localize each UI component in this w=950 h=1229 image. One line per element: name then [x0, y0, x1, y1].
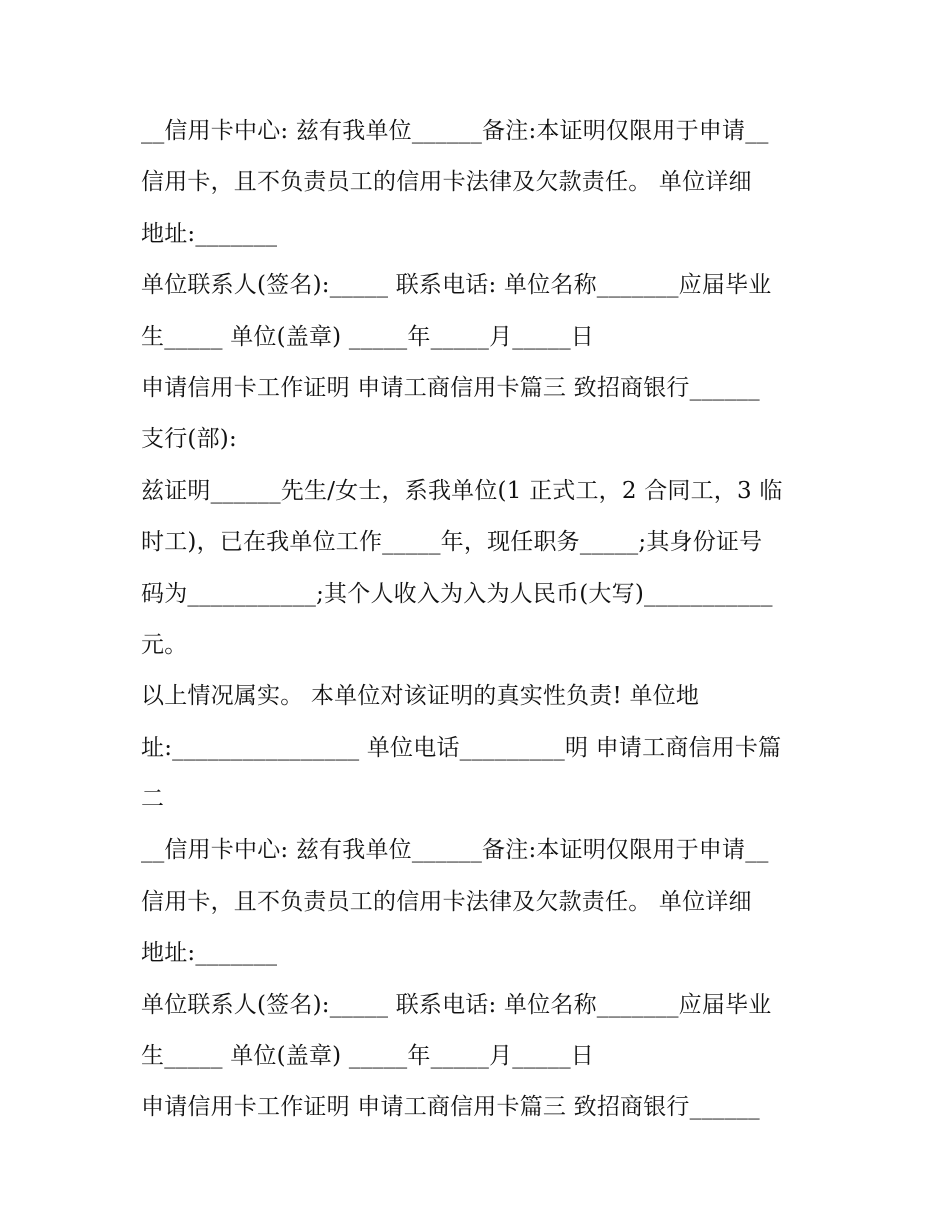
text-line: 支行(部):: [141, 426, 237, 453]
text-line: 单位联系人(签名):_____ 联系电话: 单位名称_______应届毕业: [141, 272, 772, 299]
text-line: 元。: [141, 631, 188, 658]
document-body: [141, 106, 831, 1134]
text-line: 信用卡，且不负责员工的信用卡法律及欠款责任。 单位详细: [141, 888, 752, 915]
text-line: 申请信用卡工作证明 申请工商信用卡篇三 致招商银行______: [141, 374, 760, 401]
text-line: __信用卡中心: 兹有我单位______备注:本证明仅限用于申请__: [141, 837, 769, 864]
text-line: 码为___________;其个人收入为入为人民币(大写)___________: [141, 580, 773, 607]
text-line: 生_____ 单位(盖章) _____年_____月_____日: [141, 323, 594, 350]
text-line: 址:________________ 单位电话_________明 申请工商信用卡篇: [141, 734, 782, 761]
text-line: 申请信用卡工作证明 申请工商信用卡篇三 致招商银行______: [141, 1094, 760, 1121]
text-line: 单位联系人(签名):_____ 联系电话: 单位名称_______应届毕业: [141, 991, 772, 1018]
text-line: 兹证明______先生/女士，系我单位(1 正式工，2 合同工，3 临: [141, 477, 783, 504]
text-line: 地址:_______: [141, 220, 278, 247]
text-line: 信用卡，且不负责员工的信用卡法律及欠款责任。 单位详细: [141, 169, 752, 196]
text-line: 地址:_______: [141, 940, 278, 967]
text-line: __信用卡中心: 兹有我单位______备注:本证明仅限用于申请__: [141, 118, 769, 144]
text-line: 二: [141, 786, 165, 813]
text-line: 时工)，已在我单位工作_____年，现任职务_____;其身份证号: [141, 529, 763, 556]
text-line: 以上情况属实。 本单位对该证明的真实性负责! 单位地: [141, 683, 700, 710]
text-line: 生_____ 单位(盖章) _____年_____月_____日: [141, 1043, 594, 1070]
